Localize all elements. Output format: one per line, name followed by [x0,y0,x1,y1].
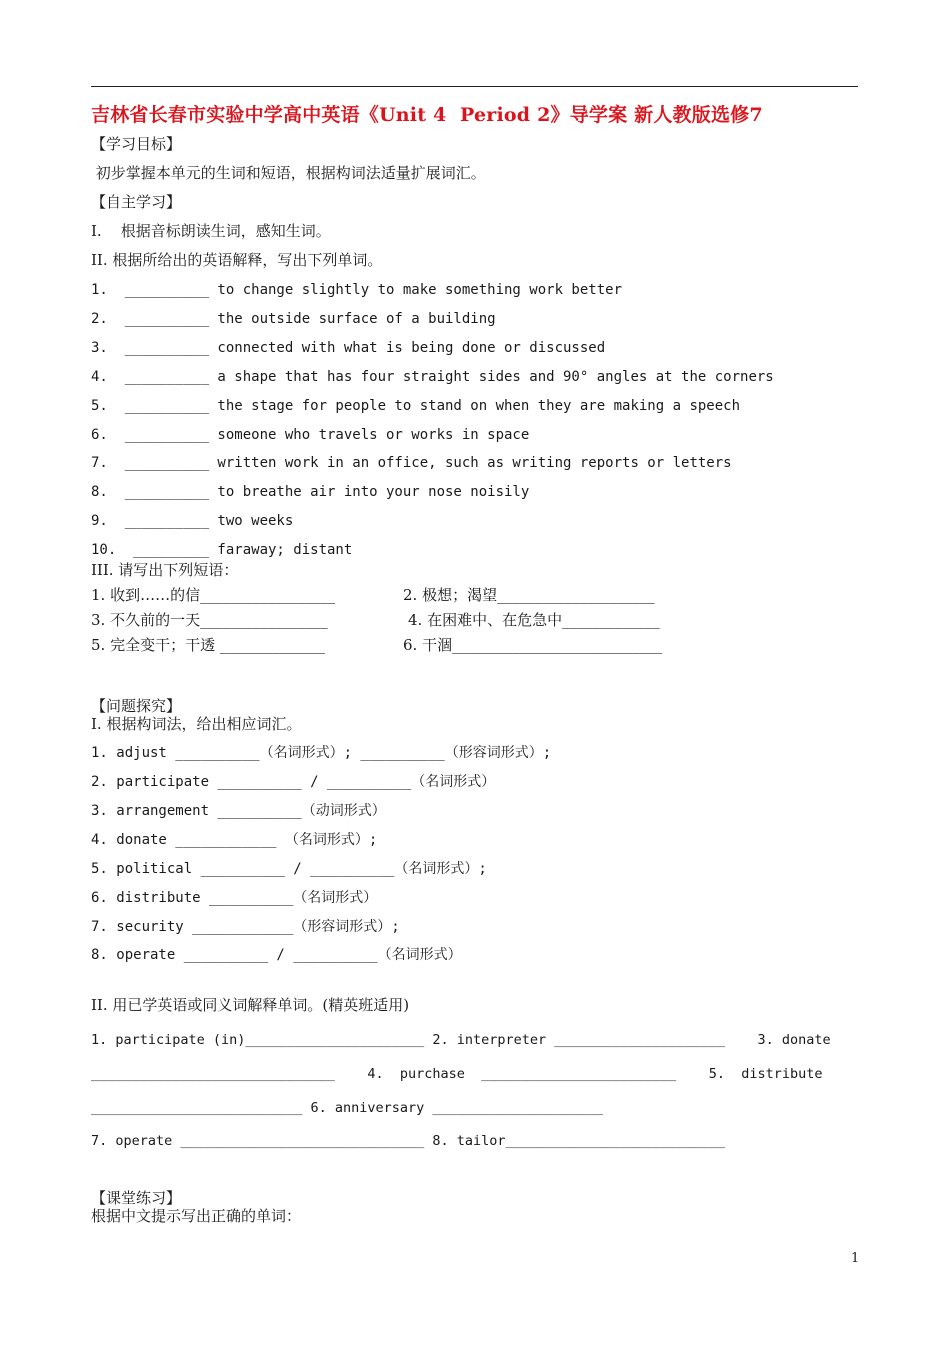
explain-line: __________________________ 6. anniversary _____________________ [91,1100,604,1116]
explain-line: ______________________________ 4. purchase ________________________ 5. distribute [91,1066,823,1082]
phrase-item: 3. 不久前的一天_________________ [91,611,328,629]
phrase-item: 4. 在困难中、在危急中_____________ [408,611,660,629]
word-form-item: 5. political __________ / __________（名词形式）; [91,861,487,877]
word-form-item: 1. adjust __________（名词形式）; __________（形容词形式）; [91,745,552,761]
phrase-item: 1. 收到……的信__________________ [91,586,336,604]
heading-inquiry: 【问题探究】 [91,697,182,715]
word-form-item: 6. distribute __________（名词形式） [91,890,378,906]
heading-self-study: 【自主学习】 [91,193,182,211]
phrase-item: 6. 干涸____________________________ [403,636,663,654]
definition-item: 4. __________ a shape that has four straight sides and 90° angles at the corners [91,369,774,385]
explain-line: 1. participate (in)______________________ 2. interpreter _____________________ 3. donate [91,1032,831,1048]
definition-item: 9. __________ two weeks [91,513,294,529]
definition-item: 3. __________ connected with what is being done or discussed [91,340,606,356]
practice-instruction: 根据中文提示写出正确的单词： [91,1207,302,1225]
word-form-item: 3. arrangement __________（动词形式） [91,803,386,819]
document-title: 吉林省长春市实验中学高中英语《Unit 4 Period 2》导学案 新人教版选修7 [91,104,763,126]
heading-practice: 【课堂练习】 [91,1189,182,1207]
word-form-item: 7. security ____________（形容词形式）; [91,919,400,935]
heading-objectives: 【学习目标】 [91,135,182,153]
phrase-item: 2. 极想；渴望_____________________ [403,586,655,604]
definition-item: 2. __________ the outside surface of a building [91,311,496,327]
self-study-part-1: I. 根据音标朗读生词，感知生词。 [91,222,331,240]
header-rule [91,86,858,87]
definition-item: 8. __________ to breathe air into your nose noisily [91,484,530,500]
inquiry-part-1: I. 根据构词法，给出相应词汇。 [91,715,302,733]
word-form-item: 8. operate __________ / __________（名词形式） [91,947,462,963]
definition-item: 6. __________ someone who travels or works in space [91,427,530,443]
phrase-item: 5. 完全变干；干透 ______________ [91,636,325,654]
self-study-part-3: III. 请写出下列短语： [91,561,239,579]
definition-item: 7. __________ written work in an office, such as writing reports or letters [91,455,732,471]
definition-item: 10. _________ faraway; distant [91,542,353,558]
definition-item: 5. __________ the stage for people to stand on when they are making a speech [91,398,741,414]
word-form-item: 4. donate ____________ （名词形式）; [91,832,378,848]
inquiry-part-2: II. 用已学英语或同义词解释单词。(精英班适用) [91,996,410,1014]
objective-text: 初步掌握本单元的生词和短语，根据构词法适量扩展词汇。 [91,164,486,182]
page-number: 1 [851,1251,860,1266]
definition-item: 1. __________ to change slightly to make something work better [91,282,623,298]
word-form-item: 2. participate __________ / __________（名词形式） [91,774,496,790]
self-study-part-2: II. 根据所给出的英语解释，写出下列单词。 [91,251,383,269]
explain-line: 7. operate ______________________________ 8. tailor___________________________ [91,1133,725,1149]
